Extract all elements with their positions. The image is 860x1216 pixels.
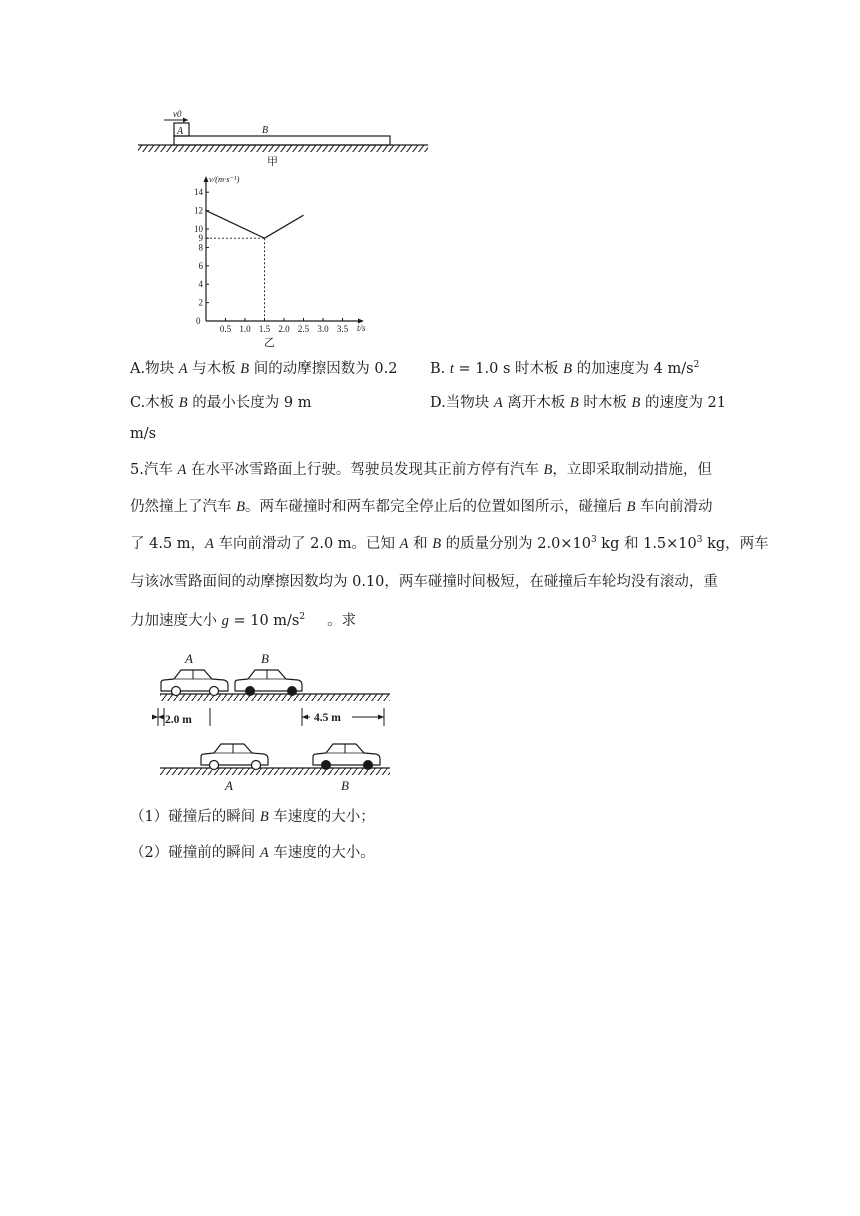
series-line-1 bbox=[206, 211, 265, 239]
dim-b-arrow-left bbox=[302, 715, 308, 720]
y-tick-label: 12 bbox=[194, 205, 203, 216]
var: B bbox=[626, 499, 636, 515]
superscript: 3 bbox=[590, 535, 597, 545]
x-tick-label: 3.5 bbox=[336, 324, 349, 334]
text: 在水平冰雪路面上行驶。驾驶员发现其正前方停有汽车 bbox=[186, 462, 544, 478]
var: B bbox=[259, 809, 269, 825]
figure-block-board bbox=[130, 105, 430, 170]
y-tick-label: 14 bbox=[194, 187, 203, 198]
x-tick-label: 2.5 bbox=[297, 324, 310, 334]
x-tick-label: 0.5 bbox=[219, 324, 232, 334]
text: 车速度的大小； bbox=[268, 809, 375, 825]
text: 车速度的大小。 bbox=[268, 845, 375, 861]
y-tick-label: 10 bbox=[194, 224, 203, 234]
option-b-prefix: B. bbox=[430, 361, 450, 377]
text: 5.汽车 bbox=[130, 462, 178, 478]
var: B bbox=[178, 395, 188, 411]
car-a-bottom-label: A bbox=[225, 778, 233, 793]
car-a-bottom bbox=[201, 744, 268, 770]
text: ，立即采取制动措施，但 bbox=[552, 462, 712, 478]
var: A bbox=[493, 395, 503, 411]
var: B bbox=[236, 499, 245, 515]
superscript: 2 bbox=[299, 612, 306, 622]
text: 。两车碰撞时和两车都完全停止后的位置如图所示，碰撞后 bbox=[244, 499, 627, 515]
v0-label: v0 bbox=[173, 109, 182, 119]
var: t bbox=[449, 361, 454, 377]
text: 和 bbox=[408, 536, 433, 552]
var: B bbox=[543, 462, 553, 478]
x-tick-label: 1.5 bbox=[258, 324, 271, 334]
option-d-unit: m/s bbox=[130, 426, 157, 442]
block-a-label: A bbox=[177, 126, 184, 137]
problem5-line1 bbox=[130, 460, 712, 480]
option-c bbox=[130, 393, 311, 413]
option-a bbox=[130, 359, 397, 379]
option-d-text: 的速度为 21 bbox=[640, 395, 727, 411]
option-a-text: 间的动摩擦因数为 0.2 bbox=[249, 361, 398, 377]
var: B bbox=[240, 361, 250, 377]
var: B bbox=[563, 361, 572, 377]
dim-a-arrow-left bbox=[152, 715, 158, 720]
car-b-bottom-label: B bbox=[341, 778, 349, 793]
var: A bbox=[259, 845, 269, 861]
var: A bbox=[205, 536, 214, 552]
text: 车向前滑动 bbox=[635, 499, 713, 515]
figure-jia-caption: 甲 bbox=[267, 156, 278, 168]
option-b-text: 的加速度为 4 m/s bbox=[571, 361, 694, 377]
figure-cars bbox=[152, 650, 397, 795]
x-tick-label: 2.0 bbox=[278, 324, 290, 334]
board-b-label: B bbox=[262, 125, 269, 136]
text: = 10 m/s bbox=[228, 613, 300, 629]
problem5-line5 bbox=[130, 611, 356, 631]
var: A bbox=[177, 462, 187, 478]
x-axis-label: t/s bbox=[357, 323, 366, 333]
velocity-arrowhead bbox=[183, 118, 188, 123]
option-c-text: 的最小长度为 9 m bbox=[187, 395, 312, 411]
x-tick-label: 1.0 bbox=[239, 324, 251, 334]
problem5-line3 bbox=[130, 534, 769, 554]
origin-label: 0 bbox=[196, 316, 201, 326]
car-b-bottom bbox=[313, 744, 380, 770]
option-d-text: 离开木板 bbox=[502, 395, 570, 411]
var: A bbox=[399, 536, 409, 552]
option-d-prefix: D.当物块 bbox=[430, 395, 494, 411]
question-1 bbox=[130, 807, 375, 827]
dim-b-label: 4.5 m bbox=[314, 712, 341, 724]
board-b bbox=[174, 136, 390, 145]
car-a-top bbox=[161, 670, 228, 696]
y-tick-label: 8 bbox=[198, 242, 203, 253]
text: 了 4.5 m， bbox=[130, 536, 206, 552]
dim-a-label: 2.0 m bbox=[165, 714, 192, 726]
option-b-text: = 1.0 s 时木板 bbox=[453, 361, 564, 377]
y-axis-arrow bbox=[204, 176, 209, 182]
option-d bbox=[430, 393, 726, 413]
option-a-text: 与木板 bbox=[187, 361, 241, 377]
text: kg，两车 bbox=[702, 536, 769, 552]
car-a-top-label: A bbox=[185, 651, 193, 666]
text: 。求 bbox=[327, 613, 357, 629]
option-a-prefix: A.物块 bbox=[130, 361, 179, 377]
text: 仍然撞上了汽车 bbox=[130, 499, 237, 515]
text: 力加速度大小 bbox=[130, 613, 222, 629]
y-tick-label: 6 bbox=[198, 260, 203, 271]
text: 车向前滑动了 2.0 m。已知 bbox=[213, 536, 400, 552]
y-axis-label: v/(m·s⁻¹) bbox=[209, 174, 240, 184]
text: （2）碰撞前的瞬间 bbox=[130, 845, 260, 861]
var: B bbox=[631, 395, 641, 411]
text: 的质量分别为 2.0×10 bbox=[441, 536, 591, 552]
y-tick-label: 2 bbox=[198, 297, 203, 308]
superscript: 3 bbox=[696, 535, 703, 545]
car-b-top bbox=[235, 670, 302, 696]
x-tick-label: 3.0 bbox=[317, 324, 329, 334]
option-b bbox=[430, 359, 699, 379]
dim-b-arrow-right bbox=[378, 715, 384, 720]
var: B bbox=[569, 395, 579, 411]
option-d-wrap bbox=[130, 424, 156, 444]
option-c-prefix: C.木板 bbox=[130, 395, 179, 411]
question-2 bbox=[130, 843, 375, 863]
var: A bbox=[178, 361, 188, 377]
vt-chart bbox=[185, 172, 375, 349]
car-b-top-label: B bbox=[261, 651, 269, 666]
var: B bbox=[432, 536, 442, 552]
problem5-line2 bbox=[130, 497, 713, 517]
y-tick-label: 9 bbox=[198, 233, 203, 244]
figure-yi-caption: 乙 bbox=[264, 337, 275, 349]
text: 与该冰雪路面间的动摩擦因数均为 0.10，两车碰撞时间极短，在碰撞后车轮均没有滚动，重 bbox=[130, 574, 718, 590]
option-d-text: 时木板 bbox=[578, 395, 632, 411]
var: g bbox=[221, 613, 229, 629]
text: （1）碰撞后的瞬间 bbox=[130, 809, 260, 825]
dim-a-arrow-right bbox=[158, 715, 164, 720]
problem5-line4 bbox=[130, 572, 718, 592]
y-tick-label: 4 bbox=[198, 279, 203, 290]
superscript: 2 bbox=[693, 360, 700, 370]
series-line-2 bbox=[265, 215, 304, 238]
text: kg 和 1.5×10 bbox=[596, 536, 697, 552]
